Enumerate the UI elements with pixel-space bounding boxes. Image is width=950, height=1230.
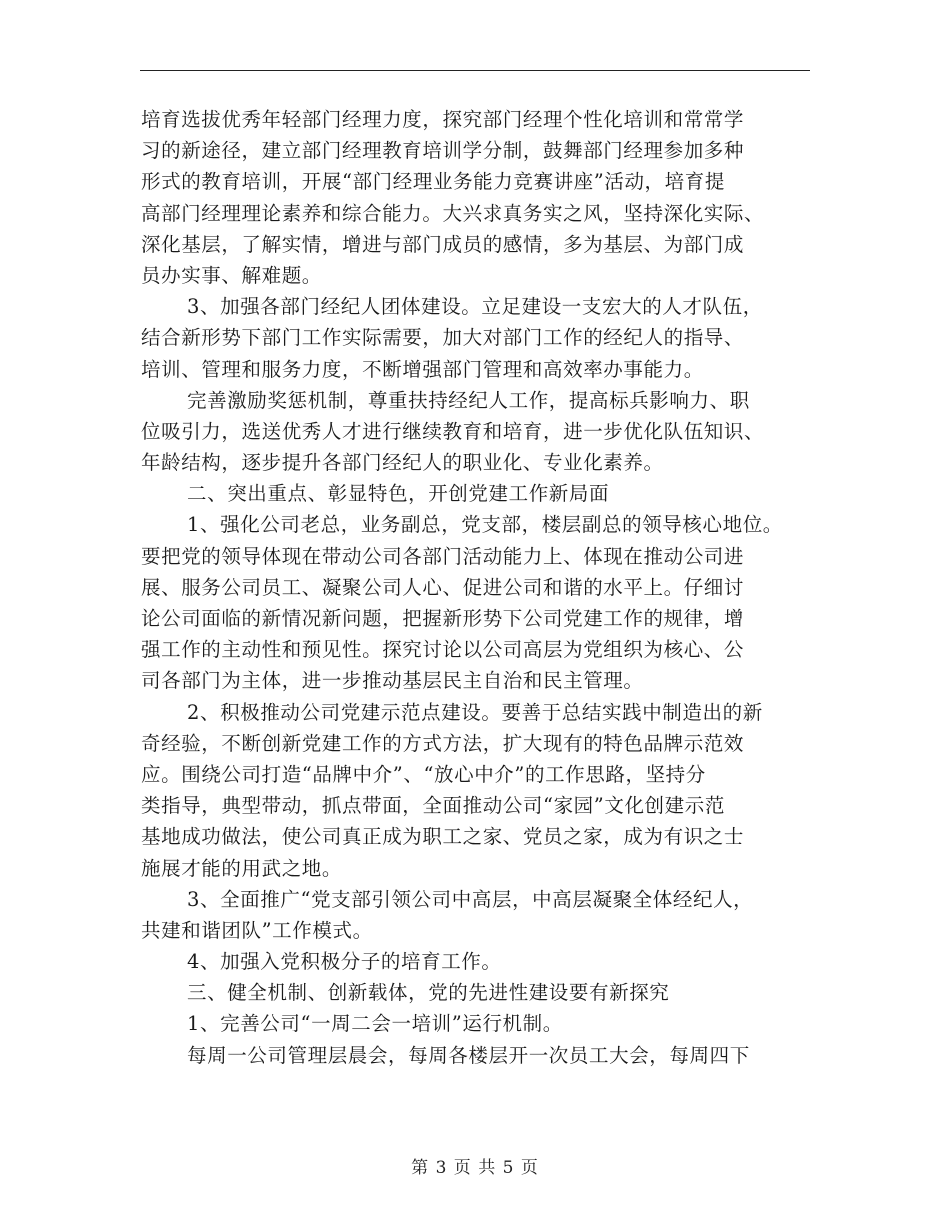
- text-line: 完善激励奖惩机制，尊重扶持经纪人工作，提高标兵影响力、职: [187, 388, 750, 412]
- text-line: 展、服务公司员工、凝聚公司人心、促进公司和谐的水平上。仔细讨: [141, 575, 745, 599]
- text-line: 应。围绕公司打造“品牌中介”、“放心中介”的工作思路，坚持分: [141, 762, 706, 786]
- header-rule: [140, 70, 810, 71]
- text-line: 奇经验，不断创新党建工作的方式方法，扩大现有的特色品牌示范效: [141, 731, 745, 755]
- text-line: 三、健全机制、创新载体，党的先进性建设要有新探究: [187, 981, 670, 1005]
- text-line: 3、加强各部门经纪人团体建设。立足建设一支宏大的人才队伍，: [187, 295, 763, 319]
- text-line: 2、积极推动公司党建示范点建设。要善于总结实践中制造出的新: [187, 700, 763, 724]
- text-line: 共建和谐团队”工作模式。: [141, 918, 373, 942]
- text-line: 司各部门为主体，进一步推动基层民主自治和民主管理。: [141, 669, 644, 693]
- text-line: 培训、管理和服务力度，不断增强部门管理和高效率办事能力。: [141, 357, 704, 381]
- text-line: 施展才能的用武之地。: [141, 856, 343, 880]
- text-line: 每周一公司管理层晨会，每周各楼层开一次员工大会，每周四下: [187, 1043, 750, 1067]
- text-line: 结合新形势下部门工作实际需要，加大对部门工作的经纪人的指导、: [141, 326, 745, 350]
- text-line: 4、加强入党积极分子的培育工作。: [187, 950, 502, 974]
- text-line: 基地成功做法，使公司真正成为职工之家、党员之家，成为有识之士: [141, 825, 745, 849]
- text-line: 员办实事、解难题。: [141, 263, 322, 287]
- text-line: 年龄结构，逐步提升各部门经纪人的职业化、专业化素养。: [141, 451, 664, 475]
- body-text: [141, 104, 821, 1071]
- text-line: 高部门经理理论素养和综合能力。大兴求真务实之风，坚持深化实际、: [141, 201, 765, 225]
- text-line: 要把党的领导体现在带动公司各部门活动能力上、体现在推动公司进: [141, 544, 745, 568]
- text-line: 位吸引力，选送优秀人才进行继续教育和培育，进一步优化队伍知识、: [141, 419, 765, 443]
- text-line: 强工作的主动性和预见性。探究讨论以公司高层为党组织为核心、公: [141, 638, 745, 662]
- text-line: 1、强化公司老总，业务副总，党支部，楼层副总的领导核心地位。: [187, 513, 783, 537]
- text-line: 深化基层，了解实情，增进与部门成员的感情，多为基层、为部门成: [141, 232, 745, 256]
- text-line: 1、完善公司“一周二会一培训”运行机制。: [187, 1012, 563, 1036]
- text-line: 3、全面推广“党支部引领公司中高层，中高层凝聚全体经纪人，: [187, 887, 754, 911]
- text-line: 类指导，典型带动，抓点带面，全面推动公司“家园”文化创建示范: [141, 794, 725, 818]
- text-line: 二、突出重点、彰显特色，开创党建工作新局面: [187, 482, 610, 506]
- text-line: 习的新途径，建立部门经理教育培训学分制，鼓舞部门经理参加多种: [141, 139, 745, 163]
- page-footer: 第 3 页 共 5 页: [411, 1158, 539, 1178]
- text-line: 形式的教育培训，开展“部门经理业务能力竞赛讲座”活动，培育提: [141, 170, 725, 194]
- text-line: 论公司面临的新情况新问题，把握新形势下公司党建工作的规律，增: [141, 607, 745, 630]
- text-line: 培育选拔优秀年轻部门经理力度，探究部门经理个性化培训和常常学: [141, 108, 745, 131]
